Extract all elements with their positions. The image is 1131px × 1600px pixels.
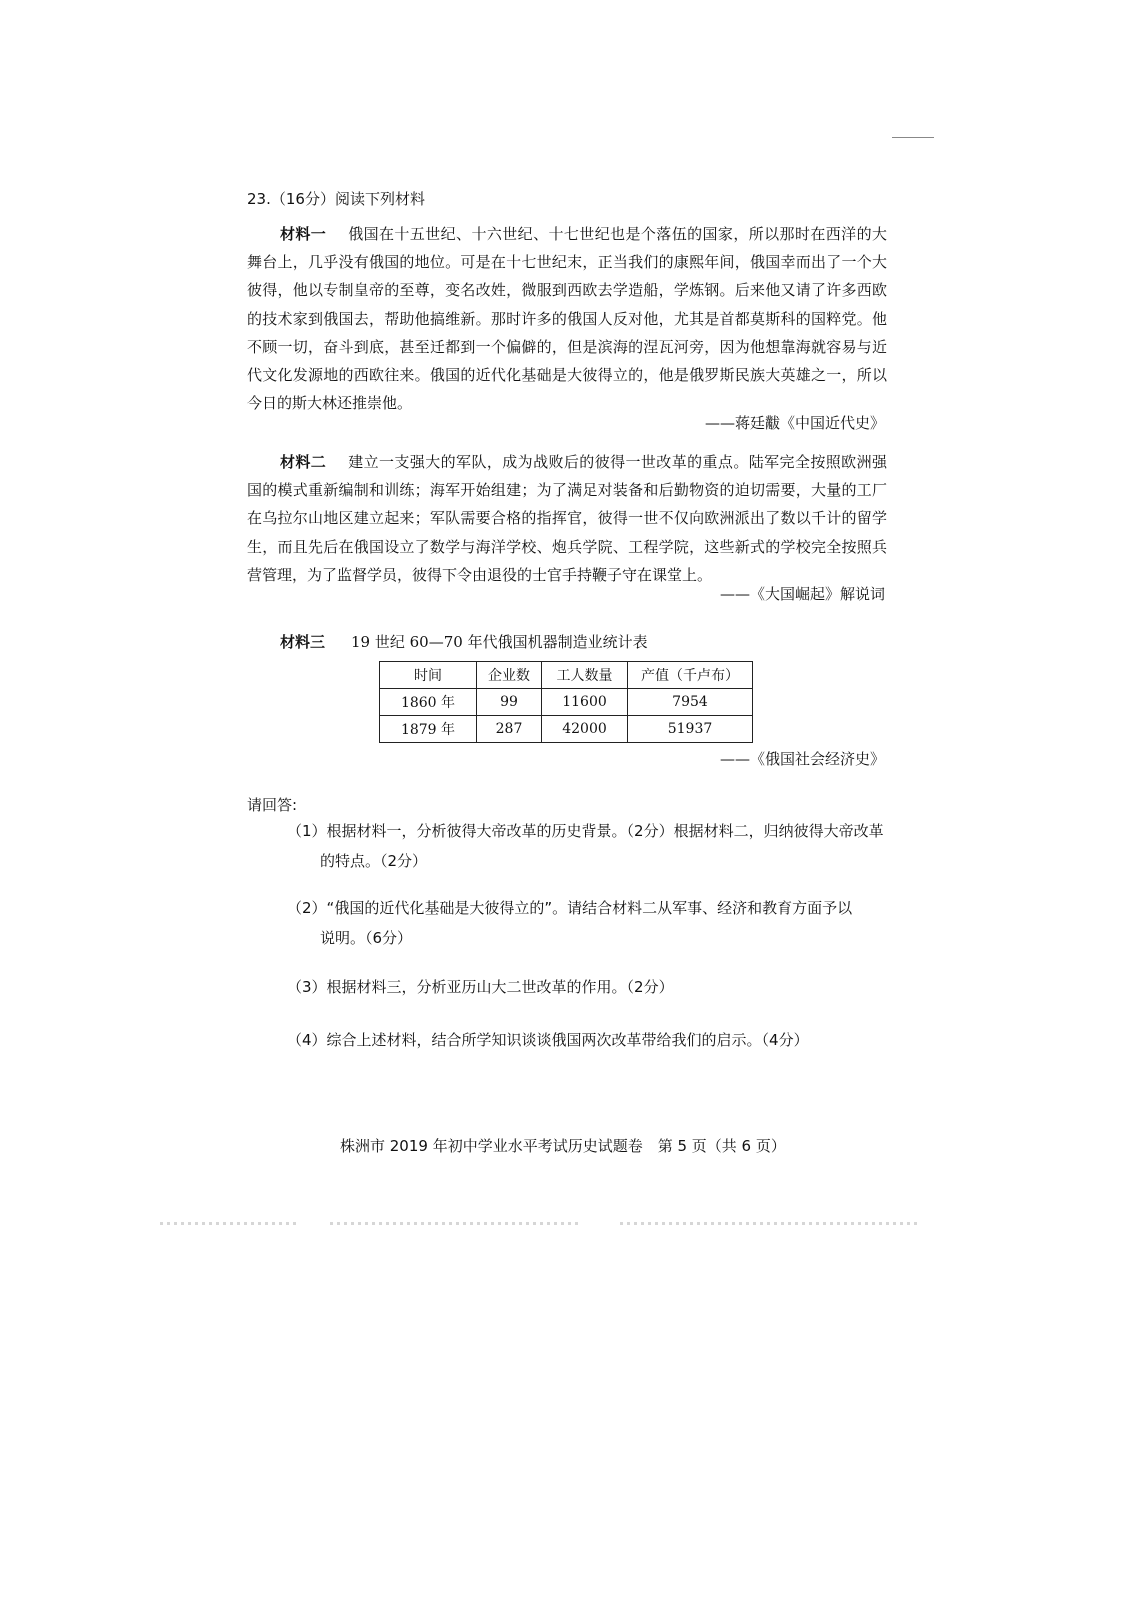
table-cell: 42000	[542, 716, 628, 743]
material-three-label: 材料三	[280, 633, 326, 651]
material-three-heading	[280, 631, 648, 652]
table-header-row	[380, 662, 753, 689]
table-row	[380, 689, 753, 716]
table-cell: 7954	[628, 689, 753, 716]
subquestion-3	[287, 972, 674, 1002]
material-one	[247, 220, 887, 417]
page-footer: 株洲市 2019 年初中学业水平考试历史试题卷 第 5 页（共 6 页）	[340, 1137, 786, 1155]
material-two-label: 材料二	[280, 453, 327, 471]
question-title: 23.（16分）阅读下列材料	[247, 190, 425, 208]
material-three-source: ——《俄国社会经济史》	[719, 750, 885, 768]
table-row	[380, 716, 753, 743]
subquestion-line: （4）综合上述材料，结合所学知识谈谈俄国两次改革带给我们的启示。（4分）	[287, 1031, 809, 1049]
table-cell: 11600	[542, 689, 628, 716]
subquestion-2	[287, 893, 852, 953]
subquestion-line: （3）根据材料三，分析亚历山大二世改革的作用。（2分）	[287, 978, 674, 996]
statistics-table	[379, 661, 753, 743]
material-one-label: 材料一	[280, 225, 327, 243]
scan-artifact	[160, 1222, 300, 1225]
table-cell: 1879 年	[380, 716, 477, 743]
table-header: 工人数量	[542, 662, 628, 689]
table-header: 企业数	[477, 662, 542, 689]
material-one-text: 俄国在十五世纪、十六世纪、十七世纪也是个落伍的国家，所以那时在西洋的大舞台上，几乎没有俄国的地位。可是在十七世纪末，正当我们的康熙年间，俄国幸而出了一个大彼得，他以专制皇帝的至尊，变名改姓，微服到西欧去学造船，学炼钢。后来他又请了许多西欧的技术家到俄国去，帮助他搞维新。那时许多的俄国人反对他，尤其是首都莫斯科的国粹党。他不顾一切，奋斗到底，甚至迁都到一个偏僻的，但是滨海的涅瓦河旁，因为他想靠海就容易与近代文化发源地的西欧往来。俄国的近代化基础是大彼得立的，他是俄罗斯民族大英雄之一，所以今日的斯大林还推崇他。	[247, 225, 887, 413]
subquestion-1	[287, 816, 884, 876]
table-cell: 287	[477, 716, 542, 743]
subquestion-line: 说明。（6分）	[320, 929, 413, 947]
material-two-source: ——《大国崛起》解说词	[719, 585, 885, 603]
scan-artifact	[620, 1222, 920, 1225]
table-cell: 99	[477, 689, 542, 716]
material-two	[247, 448, 887, 589]
table-header: 时间	[380, 662, 477, 689]
material-two-text: 建立一支强大的军队，成为战败后的彼得一世改革的重点。陆军完全按照欧洲强国的模式重新编制和训练；海军开始组建；为了满足对装备和后勤物资的迫切需要，大量的工厂在乌拉尔山地区建立起来；军队需要合格的指挥官，彼得一世不仅向欧洲派出了数以千计的留学生，而且先后在俄国设立了数学与海洋学校、炮兵学院、工程学院，这些新式的学校完全按照兵营管理，为了监督学员，彼得下令由退役的士官手持鞭子守在课堂上。	[247, 453, 887, 584]
subquestion-line: （1）根据材料一，分析彼得大帝改革的历史背景。（2分）根据材料二，归纳彼得大帝改革	[287, 822, 884, 840]
subquestion-line: （2）“俄国的近代化基础是大彼得立的”。请结合材料二从军事、经济和教育方面予以	[287, 899, 853, 917]
table-cell: 51937	[628, 716, 753, 743]
subquestion-line: 的特点。（2分）	[320, 852, 428, 870]
subquestion-4	[287, 1025, 809, 1055]
material-one-source: ——蒋廷黻《中国近代史》	[704, 414, 885, 432]
table-header: 产值（千卢布）	[628, 662, 753, 689]
scan-artifact	[330, 1222, 580, 1225]
answer-prompt: 请回答:	[247, 796, 298, 814]
table-caption: 19 世纪 60—70 年代俄国机器制造业统计表	[351, 633, 648, 651]
scan-mark	[892, 137, 934, 138]
table-cell: 1860 年	[380, 689, 477, 716]
